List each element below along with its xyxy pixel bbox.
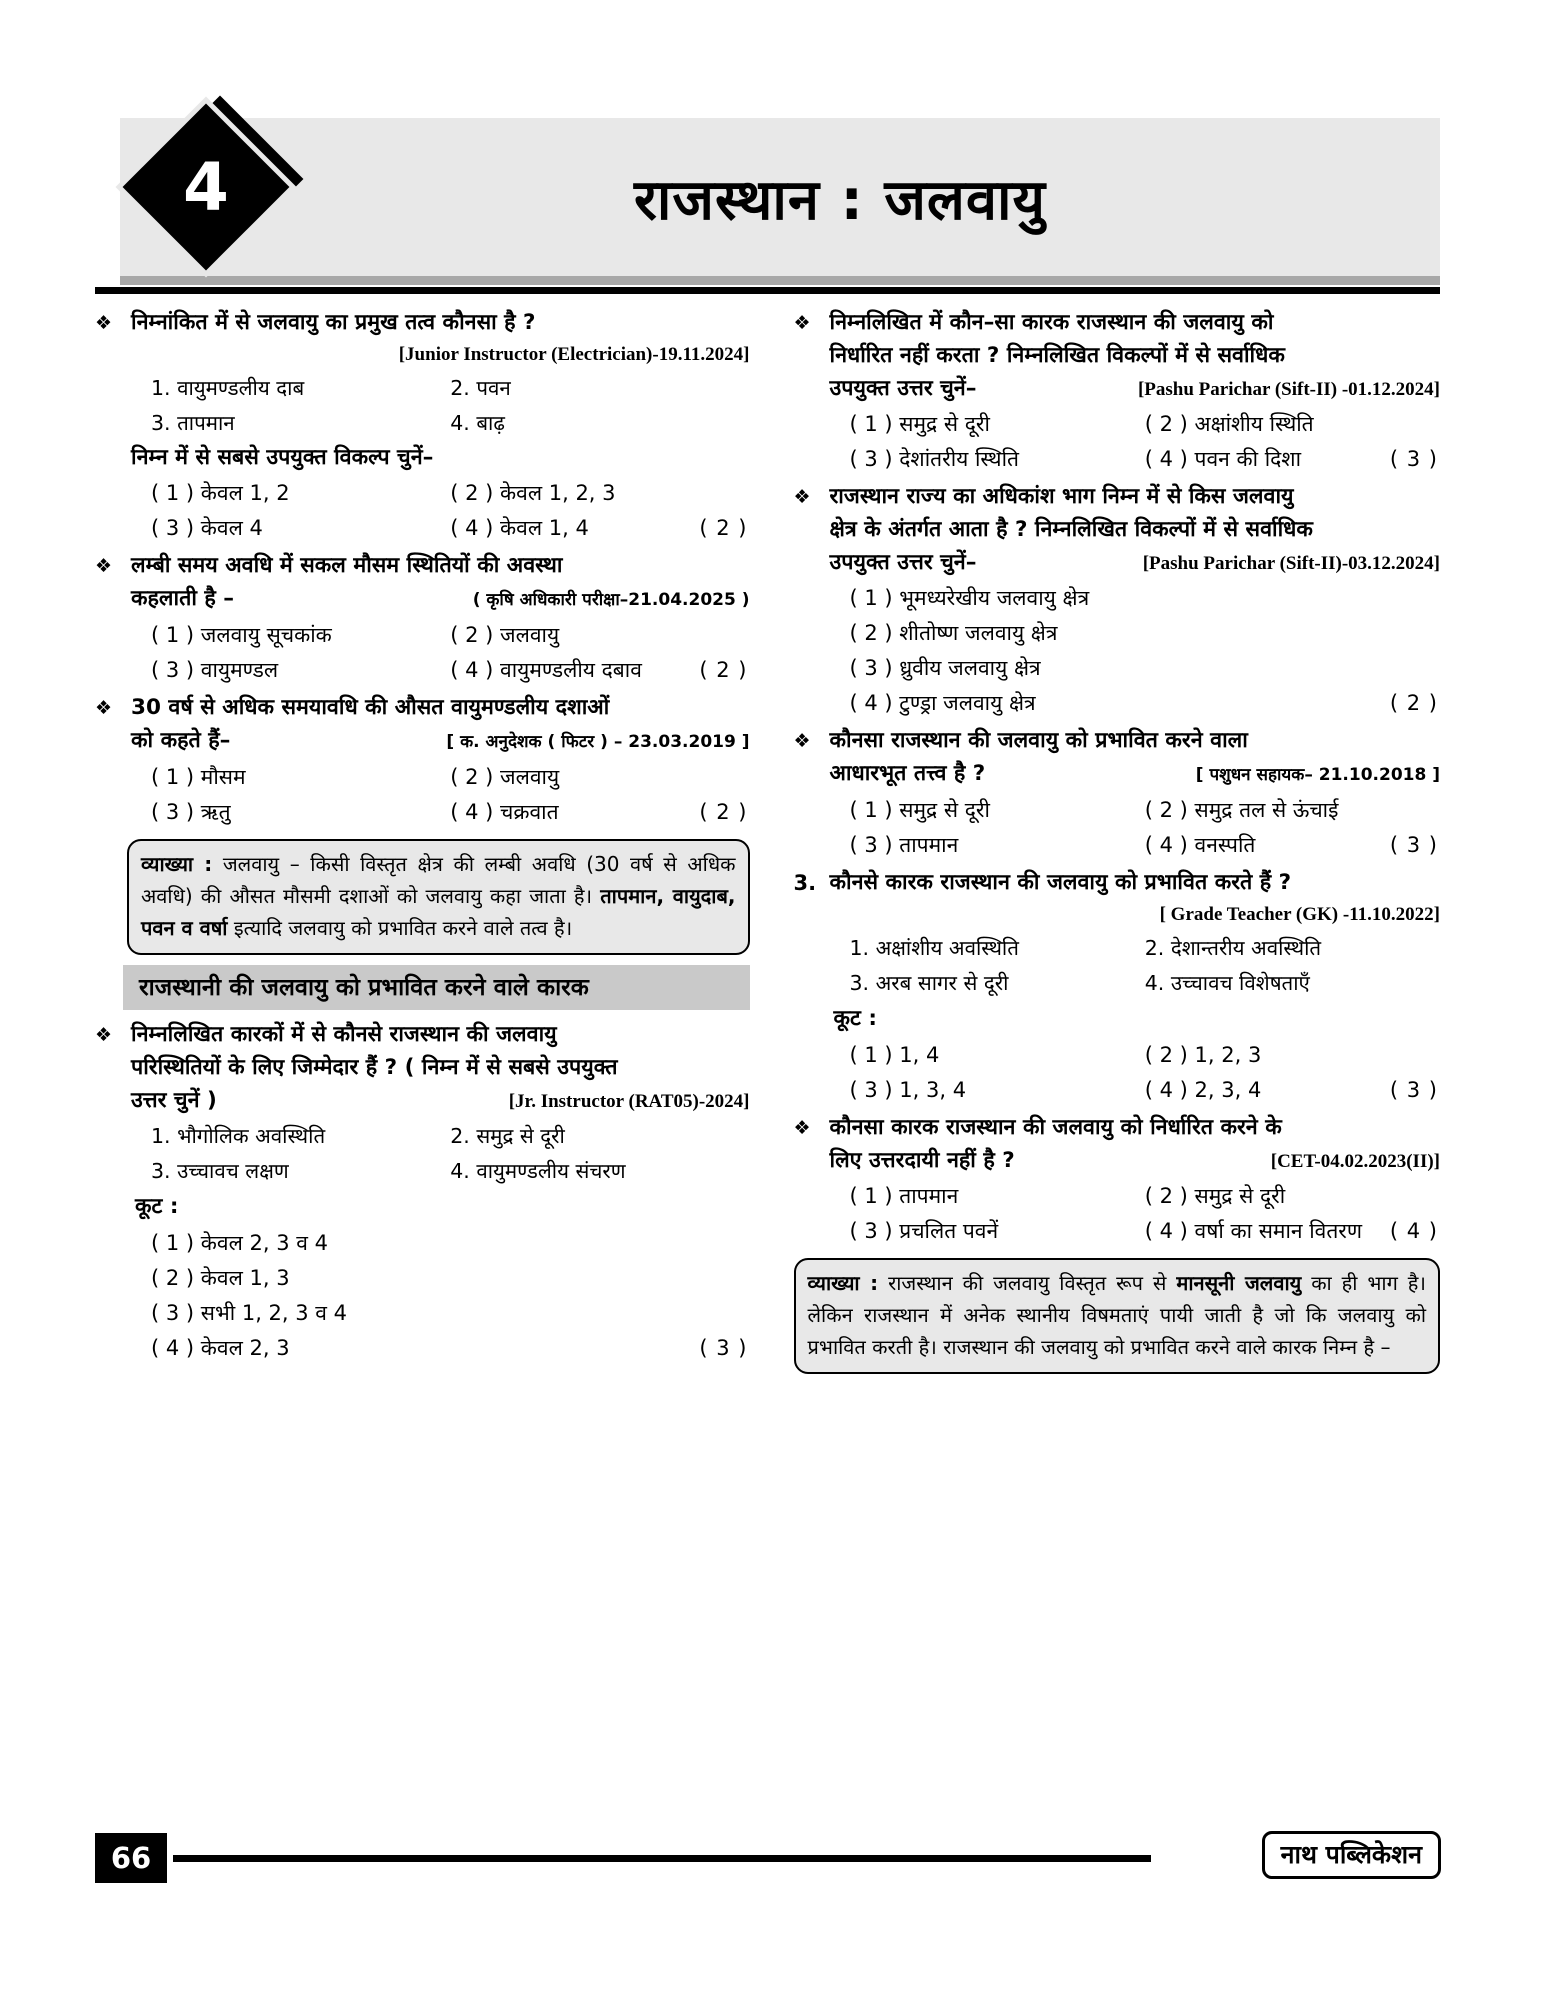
question-block: [794, 306, 1441, 477]
question-block: [794, 724, 1441, 863]
question-source: [Pashu Parichar (Sift-II) -01.12.2024]: [1137, 379, 1440, 400]
option-1[interactable]: ( 1 ) भूमध्यरेखीय जलवायु क्षेत्र: [849, 586, 1090, 610]
question-block: [794, 1111, 1441, 1249]
question-source: [ क. अनुदेशक ( फिटर ) – 23.03.2019 ]: [446, 732, 750, 752]
publisher-logo: नाथ पब्लिकेशन: [1262, 1831, 1441, 1879]
question-text: आधारभूत तत्त्व है ?: [829, 761, 986, 786]
koot-label: कूट :: [833, 1006, 877, 1031]
explanation-highlight: मानसूनी जलवायु: [1176, 1271, 1302, 1295]
answer-key: ( 4 ): [1389, 1219, 1438, 1243]
answer-key: ( 3 ): [699, 1336, 748, 1360]
list-item: 2. पवन: [450, 376, 511, 400]
list-item: 2. समुद्र से दूरी: [450, 1124, 565, 1148]
question-source: [Junior Instructor (Electrician)-19.11.2024]: [398, 344, 750, 365]
list-item: 4. उच्चावच विशेषताएँ: [1144, 971, 1310, 995]
question-text: निम्नलिखित कारकों में से कौनसे राजस्थान की जलवायु: [131, 1022, 557, 1047]
list-item: 3. अरब सागर से दूरी: [849, 971, 1009, 995]
question-source: [ पशुधन सहायक– 21.10.2018 ]: [1195, 765, 1440, 785]
option-1[interactable]: ( 1 ) केवल 2, 3 व 4: [151, 1231, 328, 1255]
question-block: [794, 480, 1441, 721]
koot-label: कूट :: [135, 1194, 179, 1219]
bullet-icon: ❖: [793, 486, 811, 508]
answer-key: ( 2 ): [699, 800, 748, 824]
option-4[interactable]: ( 4 ) टुण्ड्रा जलवायु क्षेत्र: [849, 691, 1036, 715]
option-2[interactable]: ( 2 ) जलवायु: [450, 765, 560, 789]
question-text: कौनसा राजस्थान की जलवायु को प्रभावित करने वाला: [829, 728, 1248, 753]
question-text: लम्बी समय अवधि में सकल मौसम स्थितियों की अवस्था: [131, 553, 563, 578]
option-2[interactable]: ( 2 ) समुद्र तल से ऊंचाई: [1144, 798, 1339, 822]
explanation-text: का ही भाग है। लेकिन राजस्थान में अनेक स्थानीय विषमताएं पायी जाती है जो कि जलवायु को प्रभावित करती है। राजस्थान की जलवायु को प्रभावित करने वाले कारक निम्न है –: [807, 1271, 1426, 1359]
option-4[interactable]: ( 4 ) केवल 2, 3: [151, 1336, 290, 1360]
option-1[interactable]: ( 1 ) केवल 1, 2: [151, 481, 290, 505]
option-2[interactable]: ( 2 ) अक्षांशीय स्थिति: [1144, 412, 1314, 436]
question-block: [95, 1018, 750, 1366]
option-2[interactable]: ( 2 ) शीतोष्ण जलवायु क्षेत्र: [849, 621, 1058, 645]
option-4[interactable]: ( 4 ) वर्षा का समान वितरण: [1144, 1219, 1363, 1243]
option-3[interactable]: ( 3 ) प्रचलित पवनें: [849, 1219, 999, 1243]
explanation-label: व्याख्या :: [807, 1271, 879, 1295]
answer-key: ( 2 ): [1389, 691, 1438, 715]
page-number: 66: [95, 1833, 167, 1883]
option-3[interactable]: ( 3 ) वायुमण्डल: [151, 658, 279, 682]
question-text: लिए उत्तरदायी नहीं है ?: [829, 1148, 1015, 1173]
list-item: 1. भौगोलिक अवस्थिति: [151, 1124, 326, 1148]
explanation-text: राजस्थान की जलवायु विस्तृत रूप से: [878, 1271, 1177, 1295]
question-block: [794, 866, 1441, 1108]
bullet-icon: ❖: [95, 312, 113, 334]
question-block: [95, 306, 750, 546]
sub-question-text: निम्न में से सबसे उपयुक्त विकल्प चुनें–: [131, 445, 434, 470]
explanation-box: [127, 839, 750, 955]
question-text: कौनसा कारक राजस्थान की जलवायु को निर्धारित करने के: [829, 1115, 1282, 1140]
chapter-header: [120, 118, 1440, 276]
bullet-icon: ❖: [95, 555, 113, 577]
question-text: को कहते हैं–: [131, 728, 231, 753]
question-source: ( कृषि अधिकारी परीक्षा–21.04.2025 ): [472, 590, 750, 610]
question-text: कौनसे कारक राजस्थान की जलवायु को प्रभावित करते हैं ?: [829, 870, 1292, 895]
question-text: 30 वर्ष से अधिक समयावधि की औसत वायुमण्डलीय दशाओं: [131, 695, 610, 720]
list-item: 4. वायुमण्डलीय संचरण: [450, 1159, 626, 1183]
question-text: निम्नलिखित में कौन–सा कारक राजस्थान की जलवायु को: [829, 310, 1274, 335]
option-4[interactable]: ( 4 ) केवल 1, 4: [450, 516, 589, 540]
option-1[interactable]: ( 1 ) जलवायु सूचकांक: [151, 623, 332, 647]
bullet-icon: ❖: [793, 312, 811, 334]
option-1[interactable]: ( 1 ) समुद्र से दूरी: [849, 798, 990, 822]
list-item: 4. बाढ़: [450, 411, 505, 435]
answer-key: ( 3 ): [1389, 1078, 1438, 1102]
option-3[interactable]: ( 3 ) ऋतु: [151, 800, 231, 824]
question-text: उपयुक्त उत्तर चुनें–: [829, 376, 977, 401]
option-3[interactable]: ( 3 ) देशांतरीय स्थिति: [849, 447, 1020, 471]
bullet-icon: ❖: [793, 730, 811, 752]
option-4[interactable]: ( 4 ) वनस्पति: [1144, 833, 1256, 857]
question-source: [CET-04.02.2023(II)]: [1270, 1151, 1440, 1172]
question-text: राजस्थान राज्य का अधिकांश भाग निम्न में से किस जलवायु: [829, 484, 1294, 509]
question-block: [95, 691, 750, 830]
footer-divider: [173, 1855, 1151, 1862]
option-3[interactable]: ( 3 ) केवल 4: [151, 516, 263, 540]
answer-key: ( 2 ): [699, 516, 748, 540]
two-column-body: [95, 306, 1440, 1786]
explanation-text: इत्यादि जलवायु को प्रभावित करने वाले तत्व है।: [227, 916, 573, 940]
section-heading: राजस्थानी की जलवायु को प्रभावित करने वाले कारक: [123, 965, 750, 1010]
question-text: उपयुक्त उत्तर चुनें–: [829, 550, 977, 575]
header-divider-gray: [120, 276, 1440, 285]
option-2[interactable]: ( 2 ) केवल 1, 2, 3: [450, 481, 616, 505]
option-3[interactable]: ( 3 ) 1, 3, 4: [849, 1078, 967, 1102]
question-text: निर्धारित नहीं करता ? निम्नलिखित विकल्पों में से सर्वाधिक: [829, 343, 1285, 368]
option-4[interactable]: ( 4 ) पवन की दिशा: [1144, 447, 1302, 471]
answer-key: ( 3 ): [1389, 447, 1438, 471]
explanation-box: [794, 1258, 1441, 1374]
right-column: [768, 306, 1441, 1786]
list-item: 1. वायुमण्डलीय दाब: [151, 376, 305, 400]
option-1[interactable]: ( 1 ) समुद्र से दूरी: [849, 412, 990, 436]
option-2[interactable]: ( 2 ) जलवायु: [450, 623, 560, 647]
option-2[interactable]: ( 2 ) केवल 1, 3: [151, 1266, 290, 1290]
answer-key: ( 2 ): [699, 658, 748, 682]
list-item: 3. तापमान: [151, 411, 235, 435]
question-text: निम्नांकित में से जलवायु का प्रमुख तत्व कौनसा है ?: [131, 310, 536, 335]
explanation-highlight: तापमान, वायुदाब, पवन व वर्षा: [141, 884, 736, 940]
question-text: उत्तर चुनें ): [131, 1088, 217, 1113]
option-4[interactable]: ( 4 ) वायुमण्डलीय दबाव: [450, 658, 642, 682]
list-item: 2. देशान्तरीय अवस्थिति: [1144, 936, 1322, 960]
question-source: [Jr. Instructor (RAT05)-2024]: [508, 1091, 750, 1112]
option-4[interactable]: ( 4 ) चक्रवात: [450, 800, 559, 824]
left-column: [95, 306, 768, 1786]
question-number: 3.: [793, 871, 817, 895]
question-source: [ Grade Teacher (GK) -11.10.2022]: [1159, 904, 1440, 925]
option-1[interactable]: ( 1 ) तापमान: [849, 1184, 959, 1208]
answer-key: ( 3 ): [1389, 833, 1438, 857]
option-1[interactable]: ( 1 ) 1, 4: [849, 1043, 940, 1067]
page-footer: [95, 1833, 1441, 1885]
bullet-icon: ❖: [95, 697, 113, 719]
option-1[interactable]: ( 1 ) मौसम: [151, 765, 246, 789]
option-2[interactable]: ( 2 ) समुद्र से दूरी: [1144, 1184, 1286, 1208]
page-title: राजस्थान : जलवायु: [633, 168, 1047, 233]
page-content: [95, 118, 1440, 1838]
explanation-text: जलवायु – किसी विस्तृत क्षेत्र की लम्बी अवधि (30 वर्ष से अधिक अवधि) की औसत मौसमी दशाओं को जलवायु कहा जाता है।: [141, 852, 736, 908]
list-item: 3. उच्चावच लक्षण: [151, 1159, 289, 1183]
chapter-number: 4: [183, 148, 229, 226]
option-3[interactable]: ( 3 ) सभी 1, 2, 3 व 4: [151, 1301, 348, 1325]
bullet-icon: ❖: [95, 1024, 113, 1046]
option-3[interactable]: ( 3 ) तापमान: [849, 833, 959, 857]
list-item: 1. अक्षांशीय अवस्थिति: [849, 936, 1019, 960]
question-text: परिस्थितियों के लिए जिम्मेदार हैं ? ( निम्न में से सबसे उपयुक्त: [131, 1055, 618, 1080]
explanation-label: व्याख्या :: [141, 852, 213, 876]
question-text: क्षेत्र के अंतर्गत आता है ? निम्नलिखित विकल्पों में से सर्वाधिक: [829, 517, 1313, 542]
question-text: कहलाती है –: [131, 586, 235, 611]
option-3[interactable]: ( 3 ) ध्रुवीय जलवायु क्षेत्र: [849, 656, 1041, 680]
question-source: [Pashu Parichar (Sift-II)-03.12.2024]: [1142, 553, 1440, 574]
option-2[interactable]: ( 2 ) 1, 2, 3: [1144, 1043, 1262, 1067]
option-4[interactable]: ( 4 ) 2, 3, 4: [1144, 1078, 1262, 1102]
question-block: [95, 549, 750, 688]
bullet-icon: ❖: [793, 1117, 811, 1139]
